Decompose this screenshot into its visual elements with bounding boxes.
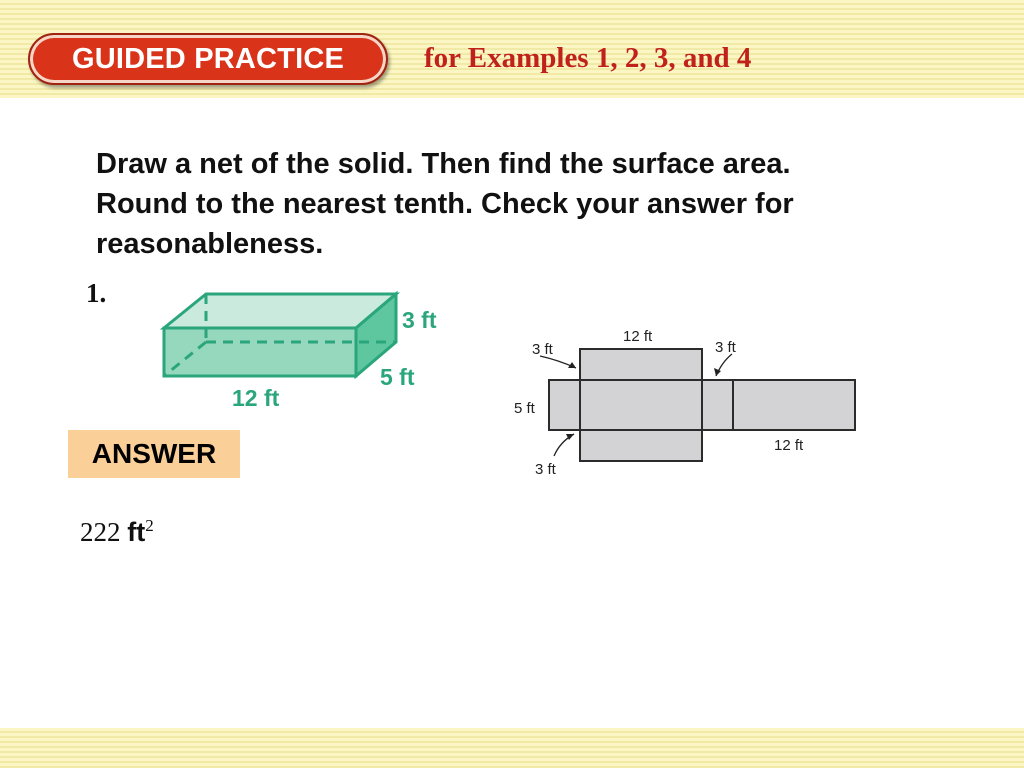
net-left-width-label: 5 ft <box>514 400 535 417</box>
net-right-face <box>702 380 733 430</box>
answer-number: 222 <box>80 517 121 547</box>
answer-exponent: 2 <box>145 516 154 535</box>
net-back-face <box>733 380 855 430</box>
net-front-face <box>580 430 702 461</box>
net-top-left-height-label: 3 ft <box>532 341 553 358</box>
prism-width-label: 5 ft <box>380 364 415 390</box>
net-left-face <box>549 380 580 430</box>
guided-practice-badge: GUIDED PRACTICE <box>28 33 388 85</box>
rectangular-prism-figure <box>150 280 470 420</box>
answer-unit: ft <box>127 517 146 547</box>
answer-value <box>80 516 154 548</box>
net-bottom-face <box>580 380 702 430</box>
prism-length-label: 12 ft <box>232 385 280 411</box>
prism-net-figure <box>510 320 870 480</box>
answer-label-box: ANSWER <box>68 430 240 478</box>
net-top-right-height-label: 3 ft <box>715 339 736 356</box>
problem-number: 1. <box>86 278 107 308</box>
footer-band <box>0 728 1024 768</box>
net-right-length-label: 12 ft <box>774 437 804 454</box>
instruction-line: Round to the nearest tenth. Check your answer for <box>96 188 794 220</box>
net-top-face <box>580 349 702 380</box>
prism-front-face <box>164 328 356 376</box>
net-bottom-height-label: 3 ft <box>535 461 556 478</box>
instruction-line: Draw a net of the solid. Then find the surface area. <box>96 148 791 180</box>
instructions <box>96 144 956 264</box>
examples-subtitle: for Examples 1, 2, 3, and 4 <box>424 42 752 74</box>
net-top-length-label: 12 ft <box>623 328 653 345</box>
instruction-line: reasonableness. <box>96 228 324 260</box>
prism-height-label: 3 ft <box>402 307 437 333</box>
